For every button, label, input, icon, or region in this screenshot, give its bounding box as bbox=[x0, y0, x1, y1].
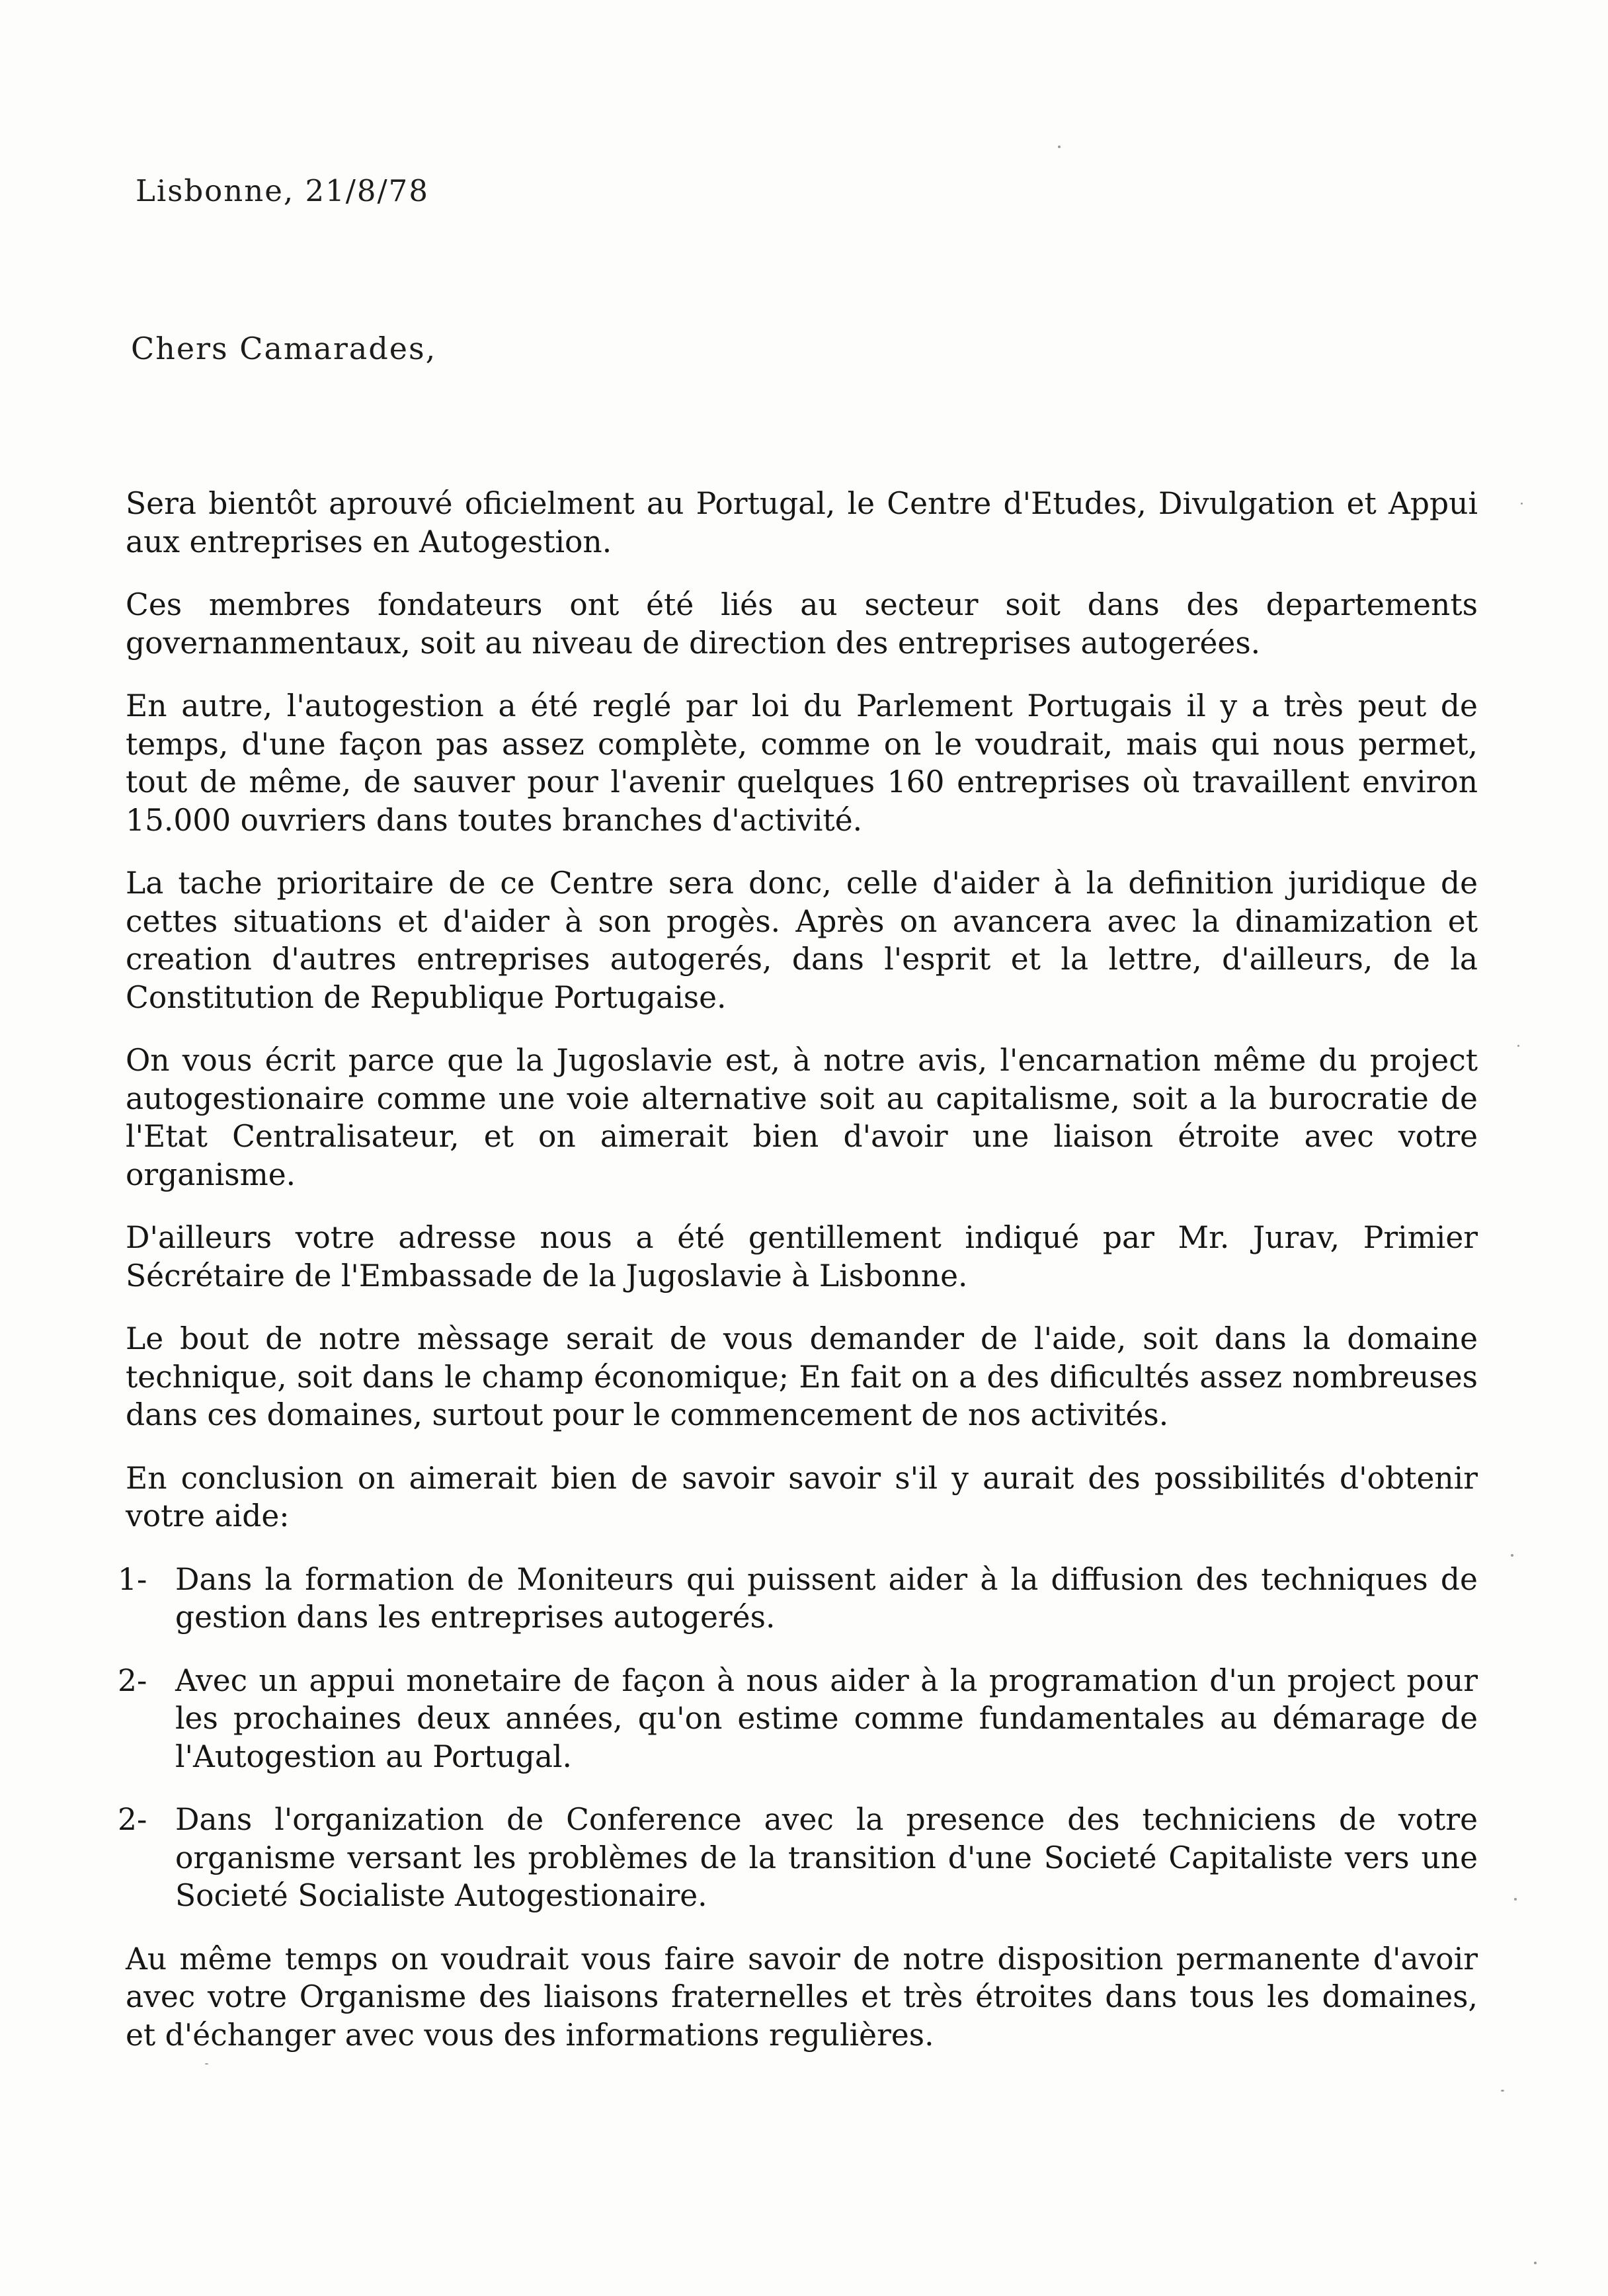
scan-speck bbox=[1511, 1554, 1513, 1557]
list-item-text: Dans la formation de Moniteurs qui puissent aider à la diffusion des techniques de gestion dans les entreprises autogerés. bbox=[175, 1561, 1478, 1635]
salutation: Chers Camarades, bbox=[131, 331, 437, 366]
list-item-text: Dans l'organization de Conference avec la presence des techniciens de votre organisme versant les problèmes de la transition d'une Societé Capitaliste vers une Societé Socialiste Autogestionaire. bbox=[175, 1802, 1478, 1913]
closing-paragraph: Au même temps on voudrait vous faire savoir de notre disposition permanente d'avoir avec votre Organisme des liaisons fraternelles et très étroites dans tous les domaines, et d'échanger avec vous des informations regulières. bbox=[126, 1941, 1478, 2053]
paragraph: On vous écrit parce que la Jugoslavie est, à notre avis, l'encarnation même du project autogestionaire comme une voie alternative soit au capitalisme, soit a la burocratie de l'Etat Centralisateur, et on aimerait bien d'avoir une liaison étroite avec votre organisme. bbox=[126, 1043, 1478, 1192]
scan-speck bbox=[1534, 2262, 1537, 2264]
paragraph: Le bout de notre mèssage serait de vous demander de l'aide, soit dans la domaine technique, soit dans le champ économique; En fait on a des dificultés assez nombreuses dans ces domaines, surtout pour le commencement de nos activités. bbox=[126, 1321, 1478, 1432]
scan-speck bbox=[1058, 145, 1061, 148]
scan-speck bbox=[1501, 2090, 1504, 2092]
paragraph: En autre, l'autogestion a été reglé par loi du Parlement Portugais il y a très peut de temps, d'une façon pas assez complète, comme on le voudrait, mais qui nous permet, tout de même, de sauver pour l'avenir quelques 160 entreprises où travaillent environ 15.000 ouvriers dans toutes branches d'activité. bbox=[126, 688, 1478, 838]
paragraph: D'ailleurs votre adresse nous a été gentillement indiqué par Mr. Jurav, Primier Sécrétaire de l'Embassade de la Jugoslavie à Lisbonne. bbox=[126, 1220, 1478, 1293]
scan-speck bbox=[1521, 503, 1523, 505]
paragraph: En conclusion on aimerait bien de savoir savoir s'il y aurait des possibilités d'obtenir votre aide: bbox=[126, 1460, 1478, 1534]
paragraph: Sera bientôt aprouvé oficielment au Portugal, le Centre d'Etudes, Divulgation et Appui aux entreprises en Autogestion. bbox=[126, 486, 1478, 559]
scan-speck bbox=[1517, 1045, 1519, 1047]
list-item-number: 2- bbox=[118, 1802, 147, 1837]
list-item-number: 2- bbox=[118, 1662, 147, 1698]
paragraph: Ces membres fondateurs ont été liés au secteur soit dans des departements governanmentaux, soit au niveau de direction des entreprises autogerées. bbox=[126, 587, 1478, 661]
list-item bbox=[118, 1662, 1478, 1776]
letter-body bbox=[118, 485, 1478, 2079]
request-list bbox=[118, 1561, 1478, 1915]
list-item bbox=[118, 1561, 1478, 1637]
date-line: Lisbonne, 21/8/78 bbox=[136, 173, 429, 208]
list-item-text: Avec un appui monetaire de façon à nous aider à la programation d'un project pour les prochaines deux années, qu'on estime comme fundamentales au démarage de l'Autogestion au Portugal. bbox=[175, 1662, 1478, 1774]
scan-speck bbox=[205, 2063, 208, 2065]
paragraph: La tache prioritaire de ce Centre sera donc, celle d'aider à la definition juridique de cettes situations et d'aider à son progès. Après on avancera avec la dinamization et creation d'autres entreprises autogerés, dans l'esprit et la lettre, d'ailleurs, de la Constitution de Republique Portugaise. bbox=[126, 866, 1478, 1015]
list-item-number: 1- bbox=[118, 1561, 147, 1597]
list-item bbox=[118, 1801, 1478, 1915]
scan-speck bbox=[1514, 1898, 1517, 1901]
